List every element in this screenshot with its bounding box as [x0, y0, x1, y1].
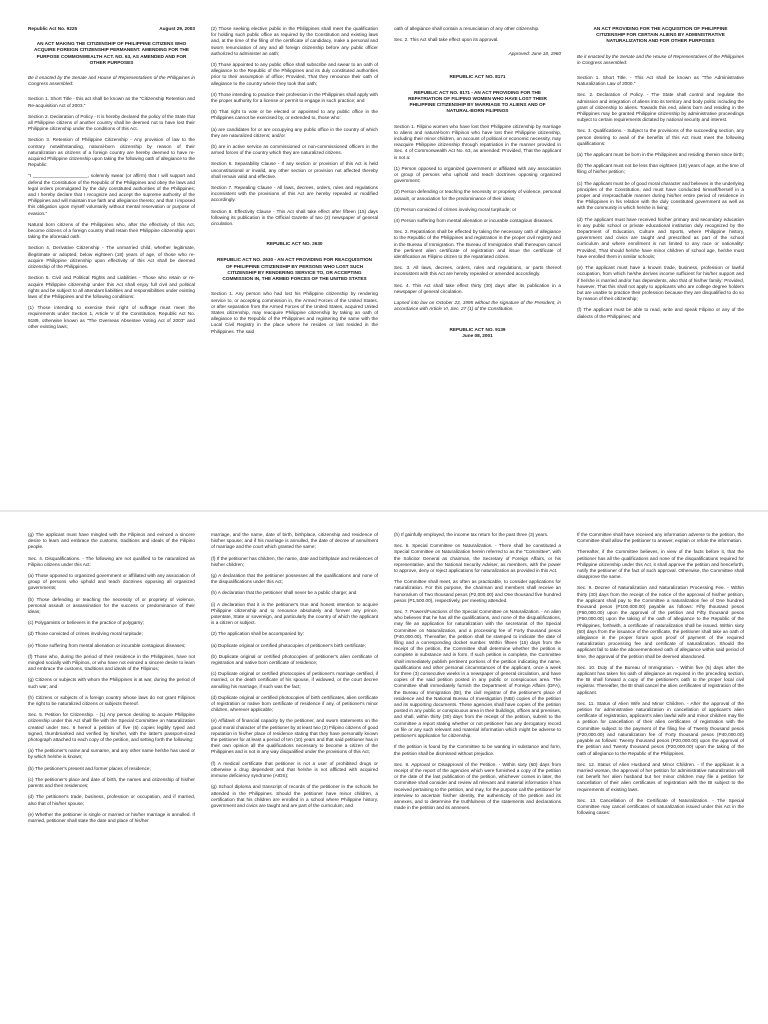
paragraph: oath of allegiance shall contain a renunciation of any other citizenship.: [394, 26, 540, 31]
paragraph: Section 4. Derivative Citizenship - The unmarried child, whether legitimate, illegitimate or adopted, below eighteen (18) years of age, of those who re-acquire Philippine citizenship upon effectivity of this Act shall be deemed citizenship of the Philippines.: [28, 245, 195, 270]
column-1: [28, 532, 195, 1014]
paragraph: Sec. 2. Declaration of Policy. - The State shall control and regulate the admission and integration of aliens into its territory and body politic including the grant of citizenship to aliens. Towards this end, aliens born and residing in the Philippines may be granted Philippine citizenship by administrative proceedings subject to certain requirements dictated by national security and interest.: [577, 92, 744, 123]
paragraph: (d) The petitioner's trade, business, profession or occupation, and if married, also that of his/her spouse;: [28, 794, 195, 806]
paragraph: (c) Duplicate original or certified photocopies of petitioner's marriage certified, if married, or the death certificate of his spouse, if widowed, or the court decree annulling his marriage, if such was the fact;: [211, 671, 378, 689]
paragraph: Sec. 8. Approval or Disapproval of the Petition. - Within sixty (60) days from receipt of the report of the agencies which were furnished a copy of the petition or the date of the last publication of the petition, whichever comes in later, the Committee shall consider and review all relevant and material information it has received pertaining to the petition, and may, for the purpose call the petitioner for interview to ascertain his/her identity, the authenticity of the petition and its annexes, and to determine the truthfulness of the statements and declarations made in the petition and its annexes.: [394, 761, 561, 811]
act-heading: REPUBLIC ACT NO. 9139: [449, 326, 506, 332]
paragraph: If the Committee shall have received any information adverse to the petition, the Committee shall allow the petitioner to answer, explain or refute the information.: [577, 532, 744, 544]
paragraph: (a) The petitioner's name and surname, and any other name he/she has used or by which he/she is known;: [28, 748, 195, 760]
column-3: [394, 532, 561, 1014]
paragraph: (1) Person opposed to organized government or affiliated with any association or group of persons who uphold and teach doctrines opposing organized government;: [394, 165, 561, 184]
paragraph: (b) The applicant must not be less than eighteen (18) years of age, at the time of filing of his/her petition;: [577, 163, 744, 175]
paragraph: (f) A medical certificate that petitioner is not a user of prohibited drugs or otherwise a drug dependent and that he/she is not afflicted with acquired immune deficiency syndrome (AIDS);: [211, 760, 378, 779]
paragraph: (a) Duplicate original or certified photocopies of petitioner's birth certificate;: [211, 642, 366, 648]
paragraph: Sec. 5. Petition for Citizenship. - (1) Any person desiring to acquire Philippine citizenship under this Act shall file with the Special Committee on Naturalization created under Sec. 6 hereof a petition of five (5) copies legibly typed and signed, thumbmarked and verified by him/her, with the latter's passport-sized photograph attached to each copy of the petition, and setting forth the following:: [28, 712, 195, 743]
act-number: Republic Act No. 9225: [28, 26, 78, 31]
act-heading: REPUBLIC ACT NO. 2630: [266, 241, 323, 247]
paragraph: (f) If the petitioner has children, the name, date and birthplace and residences of his/her children;: [211, 555, 378, 567]
lapsed-note: Lapsed into law on October 23, 1995 without the signature of the President, in accordance with Article VI, Sec. 27 (1) of the Constitution.: [394, 300, 561, 312]
paragraph: "I _____________________, solemnly swear (or affirm) that I will support and defend the Constitution of the Republic of the Philippines and obey the laws and legal orders promulgated by the duly constituted authorities of the Philippines; and I hereby declare that I recognize and accept the supreme authority of the Philippines and will maintain true faith and allegiance thereto; and that I imposed this obligation upon myself voluntarily without mental reservation or purpose of evasion.": [28, 173, 195, 216]
approval-date: Approved: June 18, 1960: [508, 51, 561, 57]
paragraph: (c) The petitioner's place and date of birth, the names and citizenship of his/her parents and their residences;: [28, 776, 195, 789]
paragraph: (b) The petitioner's present and former places of residence;: [28, 765, 151, 771]
paragraph: Section 1. Short Title. - This Act shall be known as "The Administrative Naturalization Law of 2000.": [577, 75, 744, 87]
enacting-clause: Be it enacted by the Senate and House of Representatives of the Philippines in Congress assembled:: [28, 75, 195, 87]
paragraphs: [394, 124, 561, 295]
paragraph: Sec. 12. Status of Alien Husband and Minor Children. - If the applicant is a married woman, the approval of her petition for administrative naturalization will not benefit her alien husband but her minor children may file a petition for cancellation of their alien certificates of registration with the BI subject to the requirements of existing laws.: [577, 761, 744, 792]
paragraph: Section 3. Retention of Philippine Citizenship - Any provision of law to the contrary notwithstanding, natural-born citizenship by reason of their naturalization as citizens of a foreign country are hereby deemed to have re-acquired Philippine citizenship upon taking the following oath of allegiance to the Republic:: [28, 137, 195, 168]
paragraph: Sec. 7. Powers/Functions of the Special Committee on Naturalization. - An alien who believes that he has all the qualifications, and none of the disqualifications, may file an application for naturalization with the secretariat of the Special Committee on Naturalization, and a processing fee of Forty thousand pesos (P40,000.00). Thereafter, the petition shall be stamped to indicate the date of filing and a corresponding docket number. Within fifteen (15) days from the receipt of the petition, the Committee shall determine whether the petition is complete in substance and in form. If such petition is complete, the Committee shall immediately publish pertinent portions of the petition indicating the name, qualifications and other personal circumstances of the applicant, once a week for three (3) consecutive weeks in a newspaper of general circulation, and have copies of the said petition posted in any public or conspicuous area. The Committee shall immediately furnish the Department of Foreign Affairs (DFA), the Bureau of Immigration (BI), the civil registrar of the petitioner's place of residence and the National Bureau of Investigation (NBI) copies of the petition and its supporting documents. These agencies shall have copies of the petition posted in any public or conspicuous area in their buildings, offices and premises, and shall, within thirty (30) days from the receipt of the petition, submit to the Committee a report stating whether or not petitioner has any derogatory record on file or any such relevant and material information which might be adverse to petitioner's application for citizenship.: [394, 609, 561, 739]
paragraph: Section 2. Declaration of Policy - It is hereby declared the policy of the State that all Philippine citizens of another country shall be deemed not to have lost their Philippine citizenship under the conditions of this Act.: [28, 113, 195, 132]
paragraph: (d) Duplicate original or certified photocopies of birth certificates, alien certificate of registration or native born certificate of residence if any, of petitioner's minor children, wherever applicable;: [211, 694, 378, 713]
paragraph: (g) The applicant must have mingled with the Filipinos and evinced a sincere desire to learn and embrace the customs, traditions and ideals of the Filipino people.: [28, 532, 195, 550]
paragraphs: [394, 26, 561, 43]
paragraph: Thereafter, if the Committee believes, in view of the facts before it, that the petitioner has all the qualifications and none of the disqualifications required for Philippine citizenship under this Act, it shall approve the petition and henceforth, notify the petitioner of the fact of such approval. Otherwise, the Committee shall disapprove the same.: [577, 549, 744, 580]
paragraph: Sec. 4. This Act shall take effect thirty (30) days after its publication in a newspaper of general circulation.: [394, 282, 561, 294]
enacting-clause: Be it enacted by the Senate and the House of Representatives of the Philippines in Congress assembled:: [577, 53, 744, 65]
paragraph: (4) Person suffering from mental alienation or incurable contagious diseases.: [394, 218, 554, 224]
paragraph: (e) The applicant must have a known trade, business, profession or lawful occupation, from which he/she derives income sufficient for his/her support and if he/she is married and/or has dependents, also that of his/her family: Provided, however, That this shall not apply to applicants who are college degree holders but are unable to practice their profession because they are disqualified to do so by reason of their citizenship;: [577, 265, 744, 302]
paragraph: (3) Those appointed to any public office shall subscribe and swear to an oath of allegiance to the Republic of the Philippines and its duly constituted authorities prior to their assumption of office; Provided, That they renounce their oath of allegiance to the country where they took that oath;: [211, 62, 378, 86]
act-title: AN ACT MAKING THE CITIZENSHIP OF PHILIPPINE CITIZENS WHO ACQUIRE FOREIGN CITIZENSHIP PERMANENT. AMENDING FOR THE PURPOSE COMMONWEALTH ACT. NO. 63, AS AMENDED AND FOR OTHER PURPOSES: [34, 41, 189, 65]
act-title: REPUBLIC ACT NO. 8171 - AN ACT PROVIDING FOR THE REPATRIATION OF FILIPINO WOMEN WHO HAVE LOST THEIR PHILIPPINE CITIZENSHIP BY MARRIAGE TO ALIENS AND OF NATURAL-BORN FILIPINOS: [408, 89, 547, 114]
paragraph: Sec. 13. Cancellation of the Certificate of Naturalization. - The Special Committee may cancel certificates of naturalization issued under this Act in the following cases:: [577, 797, 744, 816]
paragraphs: [577, 75, 744, 320]
paragraph: Natural born citizens of the Philippines who, after the effectivity of this Act, become citizens of a foreign country shall retain their Philippine citizenship upon taking the aforesaid oath.: [28, 221, 195, 240]
paragraph: (d) The applicant must have received his/her primary and secondary education in any public school or private educational institution duly recognized by the Department of Education, Culture and Sports, where Philippine history, government and civics are taught and prescribed as part of the school curriculum and where enrollment is not limited to any race or nationality: Provided, That should he/she have minor children of school age, he/she must have enrolled them in similar schools;: [577, 216, 744, 259]
paragraph: (b) Those defending or teaching the necessity of or propriety of violence, personal assault or assassination for the success or predominance of their ideas;: [28, 596, 195, 615]
paragraph: Section 1. Filipino women who have lost their Philippine citizenship by marriage to aliens and natural-born Filipinos who have lost their Philippine citizenship, including their minor children, on account of political or economic necessity, may reacquire Philippine citizenship through repatriation in the manner provided in Sec. 4 of Commonwealth Act No. 63, as amended: Provided, That the applicant is not a:: [394, 123, 561, 160]
column-1: [28, 26, 195, 502]
paragraph: Sec. 6. Special Committee on Naturalization. - There shall be constituted a Special Committee on Naturalization herein referred to as the "Committee", with the Solicitor General as chairman, the Secretary of Foreign Affairs, or his representative, and the National Security Adviser, as members, with the power to approve, deny or reject applications for naturalization as provided in this Act.: [394, 543, 561, 574]
act-heading: REPUBLIC ACT NO. 8171: [449, 73, 506, 79]
paragraph: marriage, and the name, date of birth, birthplace, citizenship and residence of his/her spouse; and if his marriage is annulled, the date of decree of annulment of marriage and the court which granted the same;: [211, 532, 378, 550]
paragraph: (e) Those suffering from mental alienation or incurable contagious diseases;: [28, 642, 186, 648]
paragraphs: [28, 96, 195, 330]
paragraph: (d) Those convicted of crimes involving moral turpitude;: [28, 631, 143, 637]
paragraph: Section 8. Effectivity Clause - This Act shall take effect after fifteen (15) days following its publication in the Official Gazette of two (2) newspaper of general circulation.: [211, 208, 378, 227]
column-3: [394, 26, 561, 502]
paragraph: Section 1. Any person who had lost his Philippine citizenship by rendering service to, or accepting commission in, the Armed Forces of the United States, or after separation from the Armed Forces of the United States, acquired United States citizenship, may reacquire Philippine citizenship by taking an oath of allegiance to the Republic of the Philippines and registering the same with the Local Civil Registry in the place where he resides or last resided in the Philippines. The said: [211, 291, 378, 334]
page-bottom: [0, 512, 768, 1024]
paragraph: Sec. 2. This Act shall take effect upon its approval.: [394, 37, 499, 43]
paragraph: Sec. 10. Duty of the Bureau of Immigration. - Within five (5) days after the applicant has taken his oath of allegiance as required in the preceding section, the BI shall forward a copy of the petitioner's oath to the proper local civil registrar. Thereafter, the BI shall cancel the alien certificates of registration of the applicant.: [577, 664, 744, 695]
column-4: [577, 532, 744, 1014]
paragraph: (3) Person convicted of crimes involving moral turpitude; or: [394, 206, 517, 212]
paragraph: (h) If gainfully employed, the income tax return for the past three (3) years.: [394, 532, 549, 537]
paragraph: (c) Polygamists or believers in the practice of polygamy;: [28, 620, 144, 626]
paragraph: (a) Those opposed to organized government or affiliated with any association of group of persons who uphold and teach doctrines opposing all organized governments;: [28, 573, 195, 591]
paragraph: (i) A declaration that it is the petitioner's true and honest intention to acquire Philippine citizenship and to renounce absolutely and forever any prince, potentate, State or sovereign, and particularly the country of which the applicant is a citizen or subject.: [211, 601, 378, 626]
paragraph: (g) Citizens or subjects with whom the Philippines is at war, during the period of such war; and: [28, 677, 195, 689]
act-date: August 29, 2003: [159, 26, 195, 31]
paragraphs: [211, 26, 378, 227]
act-header: [28, 26, 195, 32]
paragraph: (f) The applicant must be able to read, write and speak Filipino or any of the dialects of the Philippines; and: [577, 307, 744, 319]
paragraph: (e) Affidavit of financial capacity by the petitioner, and sworn statements on the good moral character of the petitioner by at least two (2) Filipino citizens of good reputation in his/her place of residence stating that they have personally known the petitioner for at least a period of ten (10) years and that said petitioner has in their own opinion all the qualifications necessary to become a citizen of the Philippines and is not in any way disqualified under the provisions of this Act;: [211, 718, 378, 755]
column-2: [211, 26, 378, 502]
paragraph: (b) Duplicate original or certified photocopies of petitioner's alien certificate of registration and native born certificate of residence;: [211, 653, 378, 666]
paragraph: Section 7. Repealing Clause - All laws, decrees, orders, rules and regulations inconsistent with the provisions of this Act are hereby repealed or modified accordingly.: [211, 185, 378, 203]
paragraph: Sec. 3. Qualifications. - Subject to the provisions of the succeeding section, any person desiring to avail of the benefits of this Act must meet the following qualifications:: [577, 128, 744, 146]
paragraph: (g) A declaration that the petitioner possesses all the qualifications and none of the disqualifications under this Act;: [211, 573, 378, 585]
act-date: June 08, 2001: [462, 332, 493, 338]
paragraph: (a) are candidates for or are occupying any public office in the country of which they are naturalized citizens; and/or: [211, 126, 378, 138]
column-2: [211, 532, 378, 1014]
paragraph: Section 5. Civil and Political Rights and Liabilities - Those who retain or re-acquire Philippine citizenship under this Act shall enjoy full civil and political rights and be subject to all attendant liabilities and responsibilities under existing laws of the Philippines and the following conditions:: [28, 275, 195, 299]
paragraph: (4) Those intending to practice their profession in the Philippines shall apply with the proper authority for a license or permit to engage in such practice; and: [211, 91, 378, 104]
paragraph: (b) are in active service as commissioned or non-commissioned officers in the armed forces of the country which they are naturalized citizens.: [211, 144, 378, 156]
paragraph: Sec. 4. Disqualifications. - The following are not qualified to be naturalized as Filipino citizens under this Act:: [28, 555, 195, 567]
act-title: REPUBLIC ACT NO. 2630 - AN ACT PROVIDING FOR REACQUISITION OF PHILIPPINE CITIZENSHIP BY PERSONS WHO LOST SUCH CITIZENSHIP BY RENDERING SERVICE TO, OR ACCEPTING COMMISSION IN, THE ARMED FORCES OF THE UNITED STATES: [217, 257, 372, 282]
paragraph: (g) School diploma and transcript of records of the petitioner in the schools he attended in the Philippines. Should the petitioner have minor children, a certification that his children are enrolled in a school where Philippine history, government and civics are taught and are part of the curriculum; and: [211, 784, 378, 808]
paragraph: (f) Those who, during the period of their residence in the Philippines, have not mingled socially with Filipinos, or who have not evinced a sincere desire to learn and embrace the customs, traditions and ideals of the Filipinos;: [28, 653, 195, 672]
paragraph: If the petition is found by the Committee to be wanting in substance and form, the petition shall be dismissed without prejudice.: [394, 744, 561, 756]
act-title: AN ACT PROVIDING FOR THE ACQUISITION OF PHILIPPINE CITIZENSHIP FOR CERTAIN ALIENS BY ADMINISTRATIVE NATURALIZATION AND FOR OTHER PURPOSES: [593, 26, 728, 44]
paragraph: Sec. 3. All laws, decrees, orders, rules and regulations, or parts thereof inconsistent with this Act are hereby repealed or amended accordingly.: [394, 265, 561, 277]
paragraph: (c) The applicant must be of good moral character and believes in the underlying principles of the Constitution, and must have conducted himself/herself in a proper and irreproachable manner during his/her entire period of residence in the Philippines in his relation with the duly constituted government as well as with the community in which he/she is living;: [577, 180, 744, 211]
paragraph: (a) The applicant must be born in the Philippines and residing therein since birth;: [577, 152, 744, 158]
paragraph: (2) Person defending or teaching the necessity or propriety of violence, personal assault, or association for the predominance of their ideas;: [394, 189, 561, 201]
paragraph: (e) Whether the petitioner is single or married or his/her marriage is annulled. If married, petitioner shall state the date and place of his/her: [28, 811, 195, 823]
paragraph: (1) Those intending to exercise their right of suffrage must meet the requirements under Section 1, Article V of the Constitution, Republic Act No. 9189, otherwise known as "The Overseas Absentee Voting Act of 2003" and other existing laws;: [28, 305, 195, 329]
paragraph: (5) That right to vote or be elected or appointed to any public office in the Philippines cannot be exercised by, or extended to, those who:: [211, 109, 378, 121]
paragraph: Sec. 9. Decree of Naturalization and Naturalization Processing Fee. - Within thirty (30) days from the receipt of the notice of the approval of his/her petition, the applicant shall pay to the Committee a naturalization fee of One hundred thousand pesos (P100,000.00) payable as follows: Fifty thousand pesos (P50,000.00) upon the approval of the petition and Fifty thousand pesos (P50,000.00) upon the taking of the oath of allegiance to the Republic of the Philippines, forthwith, a certificate of naturalization shall be issued. Within sixty (60) days from the issuance of the certificate, the petitioner shall take an oath of allegiance in the proper forum upon proof of payment of the required naturalization processing fee and certificate of naturalization. Should the applicant fail to take the abovementioned oath of allegiance within said period of time, the approval of the petition shall be deemed abandoned.: [577, 585, 744, 659]
paragraph: Section 6. Separability Clause - If any section or provision of this Act is held unconstitutional or invalid, any other section or provision not affected thereby shall remain valid and effective.: [211, 161, 378, 179]
paragraph: Section 1. Short Title - this act shall be known as the "Citizenship Retention and Re-acquisition Act of 2003.": [28, 96, 195, 108]
paragraph: Sec. 11. Status of Alien Wife and Minor Children. - After the approval of the petition for administrative naturalization in cancellation of applicant's alien certificate of registration, applicant's alien lawful wife and minor children may file a petition for cancellation of their alien certificates of registration with the Committee subject to the payment of the filing fee of Twenty thousand pesos (P20,000.00) and naturalization fee of Forty thousand pesos (P40,000.00) payable as follows: Twenty thousand pesos (P20,000.00) upon the approval of the petition and Twenty thousand pesos (P20,000.00) upon the taking of the oath of allegiance to the Republic of the Philippines.: [577, 700, 744, 756]
paragraph: (2) Those seeking elective public in the Philippines shall meet the qualification for holding such public office as required by the Constitution and existing laws and, at the time of the filing of the certificate of candidacy, make a personal and sworn renunciation of any and all foreign citizenship before any public officer authorized to administer an oath;: [211, 26, 378, 56]
paragraph: (h) Citizens or subjects of a foreign country whose laws do not grant Filipinos the right to be naturalized citizens or subjects thereof.: [28, 694, 195, 707]
paragraph: Sec. 2. Repatriation shall be effected by taking the necessary oath of allegiance to the Republic of the Philippines and registration in the proper civil registry and in the Bureau of Immigration. The Bureau of Immigration shall thereupon cancel the pertinent alien certificate of registration and issue the certificate of identification as Filipino citizen to the repatriated citizen.: [394, 229, 561, 260]
paragraph: (2) The application shall be accompanied by:: [211, 631, 304, 637]
column-4: [577, 26, 744, 502]
paragraph: The Committee shall meet, as often as practicable, to consider applications for naturalization. For this purpose, the chairman and members shall receive an honorarium of Two thousand pesos (P2,000.00) and One thousand five hundred pesos (P1,500.00), respectively, per meeting attended.: [394, 579, 561, 603]
paragraph: (h) A declaration that the petitioner shall never be a public charge; and: [211, 590, 357, 596]
